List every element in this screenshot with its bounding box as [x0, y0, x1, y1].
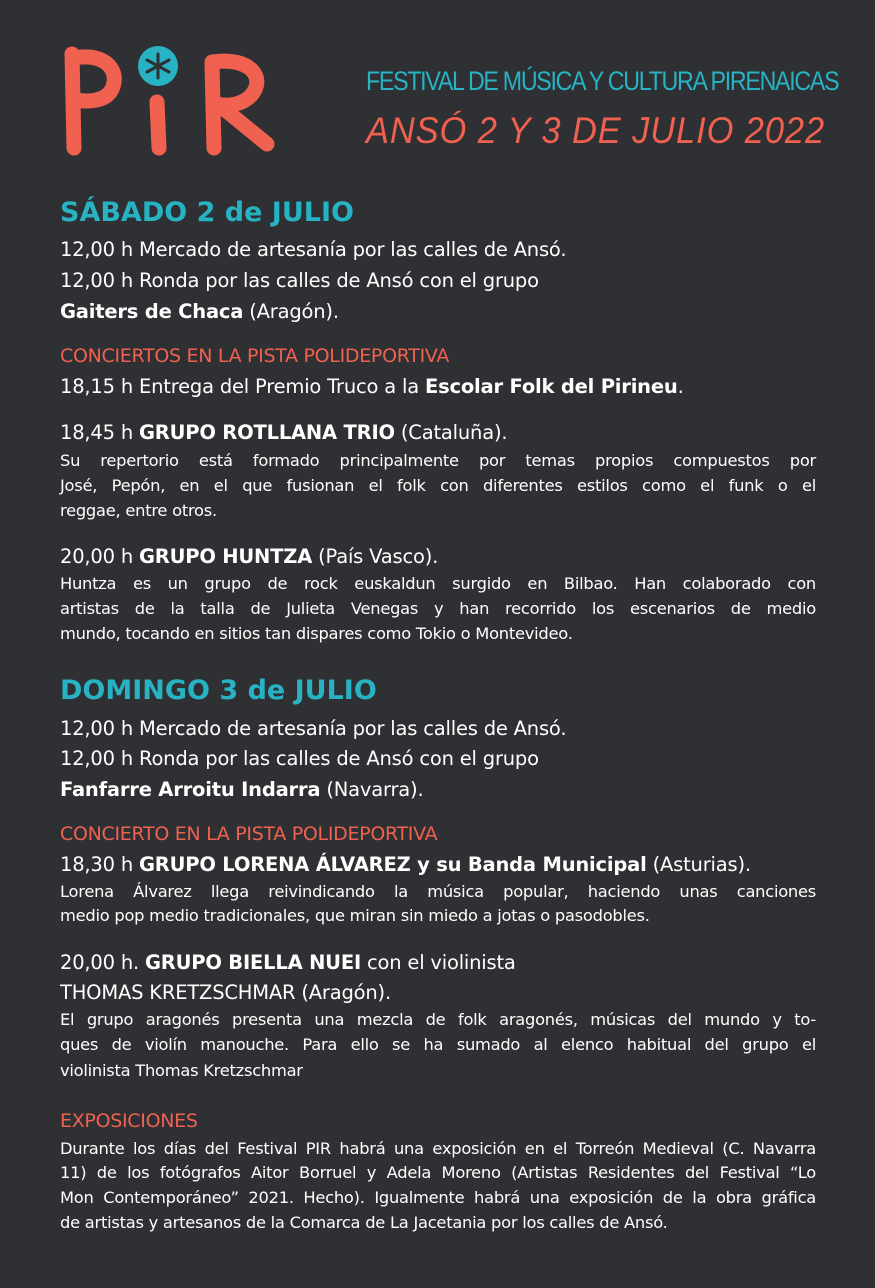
event-text: 20,00 h.	[60, 951, 145, 974]
group-name: GRUPO ROTLLANA TRIO	[138, 421, 395, 444]
event-text: (Aragón).	[243, 300, 339, 323]
event-text: (País Vasco).	[312, 545, 439, 568]
pir-logo	[62, 44, 277, 159]
description-line: medio pop medio tradicionales, que miran sin miedo a jotas o pasodobles.	[60, 906, 650, 925]
event-line: THOMAS KRETZSCHMAR (Aragón).	[60, 981, 391, 1004]
event-line: 12,00 h Ronda por las calles de Ansó con el grupo	[60, 747, 539, 770]
event-line: 12,00 h Mercado de artesanía por las calles de Ansó.	[60, 717, 567, 740]
description-line: El grupo aragonés presenta una mezcla de folk aragonés, músicas del mundo y to-	[60, 1010, 816, 1029]
group-name: GRUPO HUNTZA	[138, 545, 313, 568]
group-name: Gaiters de Chaca	[60, 300, 244, 323]
event-text: .	[677, 375, 684, 398]
event-line	[60, 300, 816, 323]
event-line	[60, 778, 816, 801]
description-line: artistas de la talla de Julieta Venegas y han recorrido los escenarios de medio	[60, 599, 816, 618]
event-line	[60, 421, 816, 444]
description-line: Mon Contemporáneo” 2021. Hecho). Igualmente habrá una exposición de la obra gráfica	[60, 1188, 816, 1207]
group-name: GRUPO BIELLA NUEI	[144, 951, 361, 974]
event-text: 18,45 h	[60, 421, 139, 444]
event-line: 12,00 h Ronda por las calles de Ansó con el grupo	[60, 269, 539, 292]
festival-tagline: FESTIVAL DE MÚSICA Y CULTURA PIRENAICAS	[366, 66, 839, 96]
event-text: 18,30 h	[60, 853, 139, 876]
description-line: Su repertorio está formado principalmente por temas propios compuestos por	[60, 451, 816, 470]
description-line: reggae, entre otros.	[60, 501, 217, 520]
day-heading-saturday: SÁBADO 2 de JULIO	[60, 197, 354, 228]
description-line: 11) de los fotógrafos Aitor Borruel y Adela Moreno (Artistas Residentes del Festival “Lo	[60, 1163, 816, 1182]
description-line: violinista Thomas Kretzschmar	[60, 1061, 303, 1080]
section-heading-exhibitions: EXPOSICIONES	[60, 1110, 198, 1132]
event-text: con el violinista	[361, 951, 516, 974]
event-text: 20,00 h	[60, 545, 139, 568]
event-line	[60, 951, 816, 974]
section-heading: CONCIERTO EN LA PISTA POLIDEPORTIVA	[60, 823, 438, 845]
description-line: Huntza es un grupo de rock euskaldun surgido en Bilbao. Han colaborado con	[60, 574, 816, 593]
description-line: Durante los días del Festival PIR habrá una exposición en el Torreón Medieval (C. Navarra	[60, 1139, 816, 1158]
festival-dates: ANSÓ 2 Y 3 DE JULIO 2022	[366, 110, 826, 151]
event-line	[60, 853, 816, 876]
event-line: 12,00 h Mercado de artesanía por las calles de Ansó.	[60, 238, 567, 261]
event-line	[60, 375, 816, 398]
event-text: (Cataluña).	[394, 421, 508, 444]
section-heading: CONCIERTOS EN LA PISTA POLIDEPORTIVA	[60, 345, 450, 367]
group-name: Fanfarre Arroitu Indarra	[60, 778, 321, 801]
description-line: José, Pepón, en el que fusionan el folk con diferentes estilos como el funk o el	[60, 476, 816, 495]
description-line: ques de violín manouche. Para ello se ha sumado al elenco habitual del grupo el	[60, 1035, 816, 1054]
event-text: (Asturias).	[646, 853, 751, 876]
group-name: GRUPO LORENA ÁLVAREZ y su Banda Municipal	[138, 853, 647, 876]
event-text: 18,15 h Entrega del Premio Truco a la	[60, 375, 425, 398]
description-line: Lorena Álvarez llega reivindicando la música popular, haciendo unas canciones	[60, 882, 816, 901]
event-line	[60, 545, 816, 568]
description-line: mundo, tocando en sitios tan dispares como Tokio o Montevideo.	[60, 624, 573, 643]
day-heading-sunday: DOMINGO 3 de JULIO	[60, 675, 377, 706]
group-name: Escolar Folk del Pirineu	[424, 375, 678, 398]
event-text: (Navarra).	[320, 778, 424, 801]
description-line: de artistas y artesanos de la Comarca de La Jacetania por los calles de Ansó.	[60, 1213, 668, 1232]
